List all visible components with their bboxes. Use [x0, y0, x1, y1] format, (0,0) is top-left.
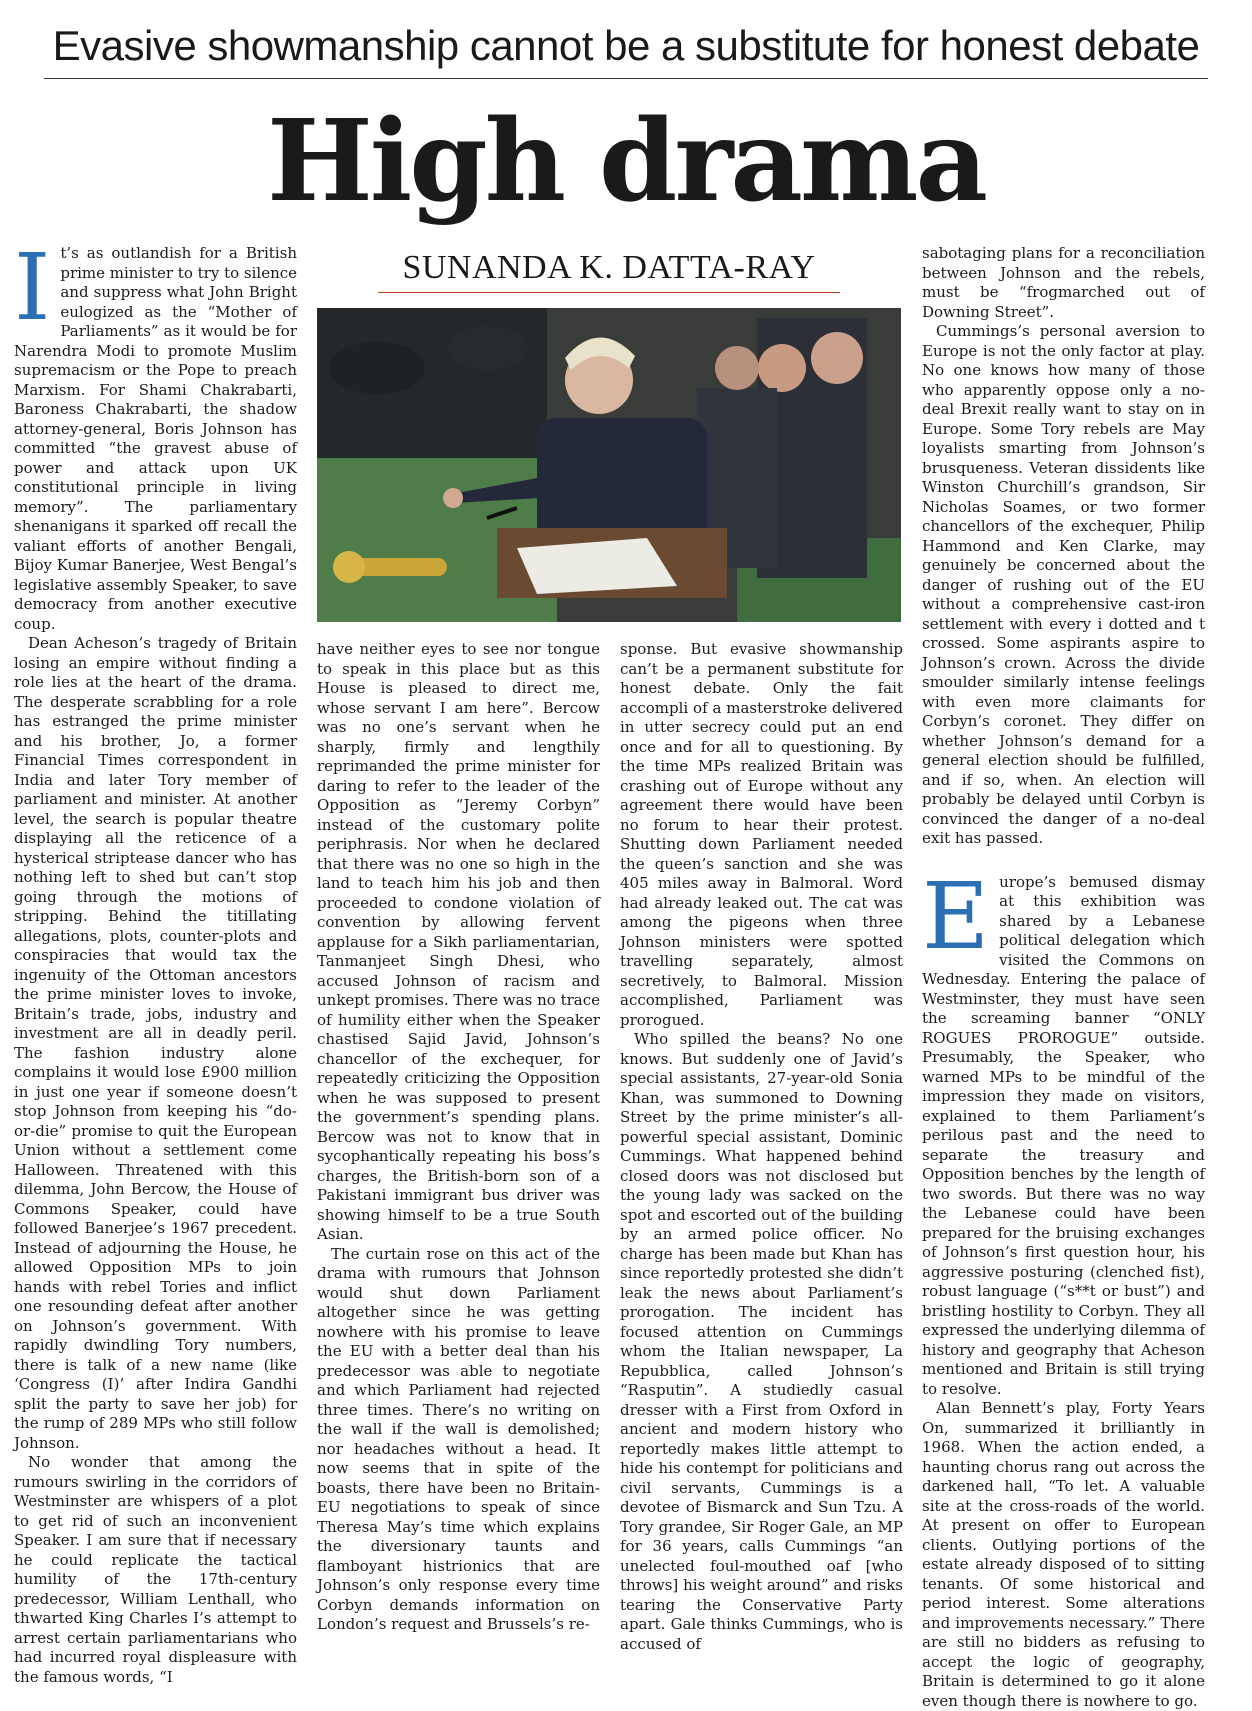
paragraph-5: The curtain rose on this act of the drama with rumours that Johnson would shut down Parliament altogether since he was getting nowhere with his promise to leave the EU with a better deal than his predecessor was able to negotiate and which Parliament had rejected three times. There’s no writing on the wall if the wall is demolished; nor headaches without a head. It now seems that in spite of the boasts, there have been no Britain-EU negotiations to speak of since Theresa May’s time which explains the diversionary taunts and flamboyant histrionics that are Johnson’s only response every time Corbyn demands information on London’s request and Brussels’s re- [317, 1244, 600, 1633]
kicker: Evasive showmanship cannot be a substitute for honest debate [52, 22, 1200, 69]
paragraph-10: Europe’s bemused dismay at this exhibition was shared by a Lebanese political delegation which visited the Commons on Wednesday. Entering the palace of Westminster, they must have seen the screaming banner “ONLY ROGUES PROROGUE” outside. Presumably, the Speaker, who warned MPs to be mindful of the impression they made on visitors, explained to them Parliament’s perilous past and the need to separate the treasury and Opposition benches by the length of two swords. But there was no way the Lebanese could have been prepared for the bruising exchanges of Johnson’s first question hour, his aggressive posturing (clenched fist), robust language (“s**t or bust”) and bristling hostility to Corbyn. They all expressed the underlying dilemma of history and geography that Acheson mentioned and Britain is still trying to resolve. [922, 862, 1205, 1398]
column-2 [317, 640, 600, 1633]
paragraph-7: Who spilled the beans? No one knows. But suddenly one of Javid’s special assistants, 27-year-old Sonia Khan, was summoned to Downing Street by the prime minister’s all-powerful special assistant, Dominic Cummings. What happened behind closed doors was not disclosed but the young lady was sacked on the spot and escorted out of the building by an armed police officer. No charge has been made but Khan has since reportedly protested she didn’t leak the news about Parliament’s prorogation. The incident has focused attention on Cummings whom the Italian newspaper, La Repubblica, called Johnson’s “Rasputin”. A studiedly casual dresser with a First from Oxford in ancient and modern history who reportedly makes little attempt to hide his contempt for politicians and civil servants, Cummings is a devotee of Bismarck and Sun Tzu. A Tory grandee, Sir Roger Gale, an MP for 36 years, calls Cummings “an unelected foul-mouthed oaf [who throws] his weight around” and risks tearing the Conservative Party apart. Gale thinks Cummings, who is accused of [620, 1030, 903, 1653]
paragraph-2: Dean Acheson’s tragedy of Britain losing an empire without finding a role lies at the heart of the drama. The desperate scrabbling for a role has estranged the prime minister and his brother, Jo, a former Financial Times correspondent in India and later Tory member of parliament and minister. At another level, the search is popular theatre displaying all the reticence of a hysterical striptease dancer who has nothing left to shed but can’t stop going through the motions of stripping. Behind the titillating allegations, plots, counter-plots and conspiracies that would tax the ingenuity of the Ottoman ancestors the prime minister loves to invoke, Britain’s trade, jobs, industry and investment are all in deadly peril. The fashion industry alone complains it would lose £900 million in just one year if someone doesn’t stop Johnson from keeping his “do-or-die” promise to quit the European Union without a settlement come Halloween. Threatened with this dilemma, John Bercow, the House of Commons Speaker, could have followed Banerjee’s 1967 precedent. Instead of adjourning the House, he allowed Opposition MPs to join hands with rebel Tories and inflict one resounding defeat after another on Johnson’s government. With rapidly dwindling Tory numbers, there is talk of a new name (like ‘Congress (I)’ after Indira Gandhi split the party to save her job) for the rump of 289 MPs who still follow Johnson. [14, 634, 297, 1452]
paragraph-1: It’s as outlandish for a British prime minister to try to silence and suppress what John Bright eulogized as the “Mother of Parliaments” as it would be for Narendra Modi to promote Muslim supremacism or the Pope to preach Marxism. For Shami Chakrabarti, Baroness Chakrabarti, the shadow attorney-general, Boris Johnson has committed “the gravest abuse of power and attack upon UK constitutional principle in living memory”. The parliamentary shenanigans it sparked off recall the valiant efforts of another Bengali, Bijoy Kumar Banerjee, West Bengal’s legislative assembly Speaker, to save democracy from another executive coup. [14, 234, 298, 633]
kicker-rule [44, 78, 1208, 79]
paragraph-11: Alan Bennett’s play, Forty Years On, summarized it brilliantly in 1968. When the action ended, a haunting chorus rang out across the darkened hall, “To let. A valuable site at the cross-roads of the world. At present on offer to European clients. Outlying portions of the estate already disposed of to sitting tenants. Of some historical and period interest. Some alterations and improvements necessary.” There are still no bidders as refusing to accept the logic of geography, Britain is determined to go it alone even though there is nowhere to go. [922, 1399, 1205, 1710]
paragraph-3: No wonder that among the rumours swirling in the corridors of Westminster are whispers of a plot to get rid of such an inconvenient Speaker. I am sure that if necessary he could replicate the tactical humility of the 17th-century predecessor, William Lenthall, who thwarted King Charles I’s attempt to arrest certain parliamentarians who had incurred royal displeasure with the famous words, “I [14, 1453, 297, 1686]
byline: SUNANDA K. DATTA-RAY [402, 249, 816, 286]
column-3 [620, 640, 903, 1653]
paragraph-8: sabotaging plans for a reconciliation between Johnson and the rebels, must be “frogmarched out of Downing Street”. [922, 244, 1205, 321]
column-1 [14, 234, 298, 1686]
paragraph-6: sponse. But evasive showmanship can’t be a permanent substitute for honest debate. Only the fait accompli of a masterstroke delivered in utter secrecy could put an end once and for all to questioning. By the time MPs realized Britain was crashing out of Europe without any agreement there would have been no forum to hear their protest. Shutting down Parliament needed the queen’s sanction and she was 405 miles away in Balmoral. Word had already leaked out. The cat was among the pigeons when three Johnson ministers were spotted travelling separately, almost secretively, to Balmoral. Mission accomplished, Parliament was prorogued. [620, 640, 903, 1029]
drop-cap: I [14, 234, 51, 341]
byline-rule [378, 292, 840, 293]
column-4 [922, 244, 1205, 1710]
paragraph-4: have neither eyes to see nor tongue to speak in this place but as this House is pleased to direct me, whose servant I am here”. Bercow was no one’s servant when he sharply, firmly and lengthily reprimanded the prime minister for daring to refer to the leader of the Opposition as “Jeremy Corbyn” instead of the customary polite periphrasis. Nor when he declared that there was no one so high in the land to teach him his job and then proceeded to condone violation of convention by allowing fervent applause for a Sikh parliamentarian, Tanmanjeet Singh Dhesi, who accused Johnson of racism and unkept promises. There was no trace of humility either when the Speaker chastised Sajid Javid, Johnson’s chancellor of the exchequer, for repeatedly criticizing the Opposition when he was supposed to present the government’s spending plans. Bercow was not to know that in sycophantically repeating his boss’s charges, the British-born son of a Pakistani immigrant bus driver was showing himself to be a true South Asian. [317, 640, 600, 1243]
photo-of-speaker-at-despatch-box-icon [317, 308, 901, 622]
paragraph-9: Cummings’s personal aversion to Europe is not the only factor at play. No one knows how many of those who apparently oppose only a no-deal Brexit really want to stay on in Europe. Some Tory rebels are May loyalists smarting from Johnson’s brusqueness. Veteran dissidents like Winston Churchill’s grandson, Sir Nicholas Soames, or two former chancellors of the exchequer, Philip Hammond and Ken Clarke, may genuinely be concerned about the danger of rushing out of the EU without a comprehensive cast-iron settlement with every i dotted and t crossed. Some aspirants aspire to Johnson’s crown. Across the divide smoulder similarly intense feelings with even more claimants for Corbyn’s coronet. They differ on whether Johnson’s demand for a general election should be fulfilled, and if so, when. An election will probably be delayed until Corbyn is convinced the danger of a no-deal exit has passed. [922, 322, 1205, 847]
headline: High drama [266, 96, 986, 227]
article-photo [317, 308, 901, 622]
drop-cap: E [922, 862, 990, 970]
